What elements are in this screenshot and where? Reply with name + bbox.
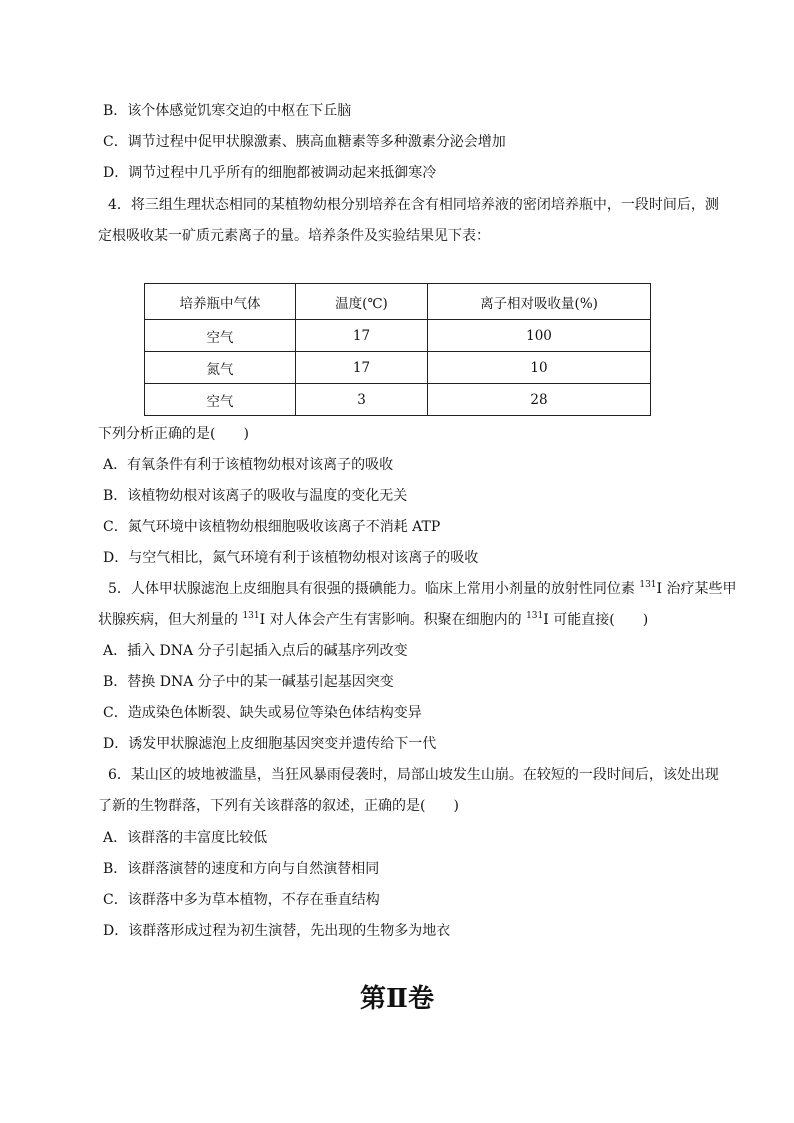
table-row xyxy=(145,320,651,352)
q6-option-b: B．该群落演替的速度和方向与自然演替相同 xyxy=(103,861,380,877)
table-header-row xyxy=(145,284,651,320)
isotope-superscript: 131 xyxy=(526,611,544,621)
table-row xyxy=(145,384,651,416)
q3-option-b: B．该个体感觉饥寒交迫的中枢在下丘脑 xyxy=(103,103,352,119)
q3-option-d: D．调节过程中几乎所有的细胞都被调动起来抵御寒冷 xyxy=(103,165,437,181)
q4-results-table xyxy=(144,283,651,416)
section-title: 第Ⅱ卷 xyxy=(360,984,434,1014)
table-cell: 10 xyxy=(428,352,651,384)
table-cell: 17 xyxy=(296,320,428,352)
q5-stem-text: I 对人体会产生有害影响。积聚在细胞内的 xyxy=(259,612,527,628)
q5-stem-line2 xyxy=(98,610,648,630)
q6-stem-line2: 了新的生物群落，下列有关该群落的叙述，正确的是( ) xyxy=(98,798,459,814)
q5-stem-text: I 治疗某些甲 xyxy=(656,581,737,597)
q4-option-c: C．氮气环境中该植物幼根细胞吸收该离子不消耗 ATP xyxy=(103,519,441,535)
q6-option-a: A．该群落的丰富度比较低 xyxy=(103,830,268,846)
q6-stem-line1: 6．某山区的坡地被滥垦，当狂风暴雨侵袭时，局部山坡发生山崩。在较短的一段时间后，该处出现 xyxy=(108,767,719,783)
q6-option-c: C．该群落中多为草本植物，不存在垂直结构 xyxy=(103,892,380,908)
q4-option-a: A．有氧条件有利于该植物幼根对该离子的吸收 xyxy=(103,457,394,473)
table-cell: 100 xyxy=(428,320,651,352)
q5-option-c: C．造成染色体断裂、缺失或易位等染色体结构变异 xyxy=(103,705,422,721)
q5-option-d: D．诱发甲状腺滤泡上皮细胞基因突变并遗传给下一代 xyxy=(103,736,437,752)
q3-option-c: C．调节过程中促甲状腺激素、胰高血糖素等多种激素分泌会增加 xyxy=(103,134,506,150)
table-header-cell: 培养瓶中气体 xyxy=(145,284,296,320)
q5-stem-text: I 可能直接( ) xyxy=(543,612,649,628)
isotope-superscript: 131 xyxy=(639,580,657,590)
q5-option-a: A．插入 DNA 分子引起插入点后的碱基序列改变 xyxy=(103,643,408,659)
table-cell: 空气 xyxy=(145,384,296,416)
q6-option-d: D．该群落形成过程为初生演替，先出现的生物多为地衣 xyxy=(103,923,451,939)
table-row xyxy=(145,352,651,384)
table-cell: 氮气 xyxy=(145,352,296,384)
table-cell: 28 xyxy=(428,384,651,416)
table-cell: 3 xyxy=(296,384,428,416)
isotope-superscript: 131 xyxy=(242,611,260,621)
q4-stem-line2: 定根吸收某一矿质元素离子的量。培养条件及实验结果见下表： xyxy=(98,228,490,244)
table-cell: 17 xyxy=(296,352,428,384)
table-header-cell: 温度(℃) xyxy=(296,284,428,320)
q5-stem-text: 状腺疾病，但大剂量的 xyxy=(98,612,243,628)
q4-question: 下列分析正确的是( ) xyxy=(98,426,249,442)
q5-stem-line1 xyxy=(108,579,737,599)
q5-stem-text: 5．人体甲状腺滤泡上皮细胞具有很强的摄碘能力。临床上常用小剂量的放射性同位素 xyxy=(108,581,640,597)
q4-option-d: D．与空气相比，氮气环境有利于该植物幼根对该离子的吸收 xyxy=(103,550,479,566)
q4-stem-line1: 4．将三组生理状态相同的某植物幼根分别培养在含有相同培养液的密闭培养瓶中，一段时间后，测 xyxy=(108,197,719,213)
q4-option-b: B．该植物幼根对该离子的吸收与温度的变化无关 xyxy=(103,488,408,504)
table-cell: 空气 xyxy=(145,320,296,352)
table-header-cell: 离子相对吸收量(%) xyxy=(428,284,651,320)
q5-option-b: B．替换 DNA 分子中的某一碱基引起基因突变 xyxy=(103,674,394,690)
